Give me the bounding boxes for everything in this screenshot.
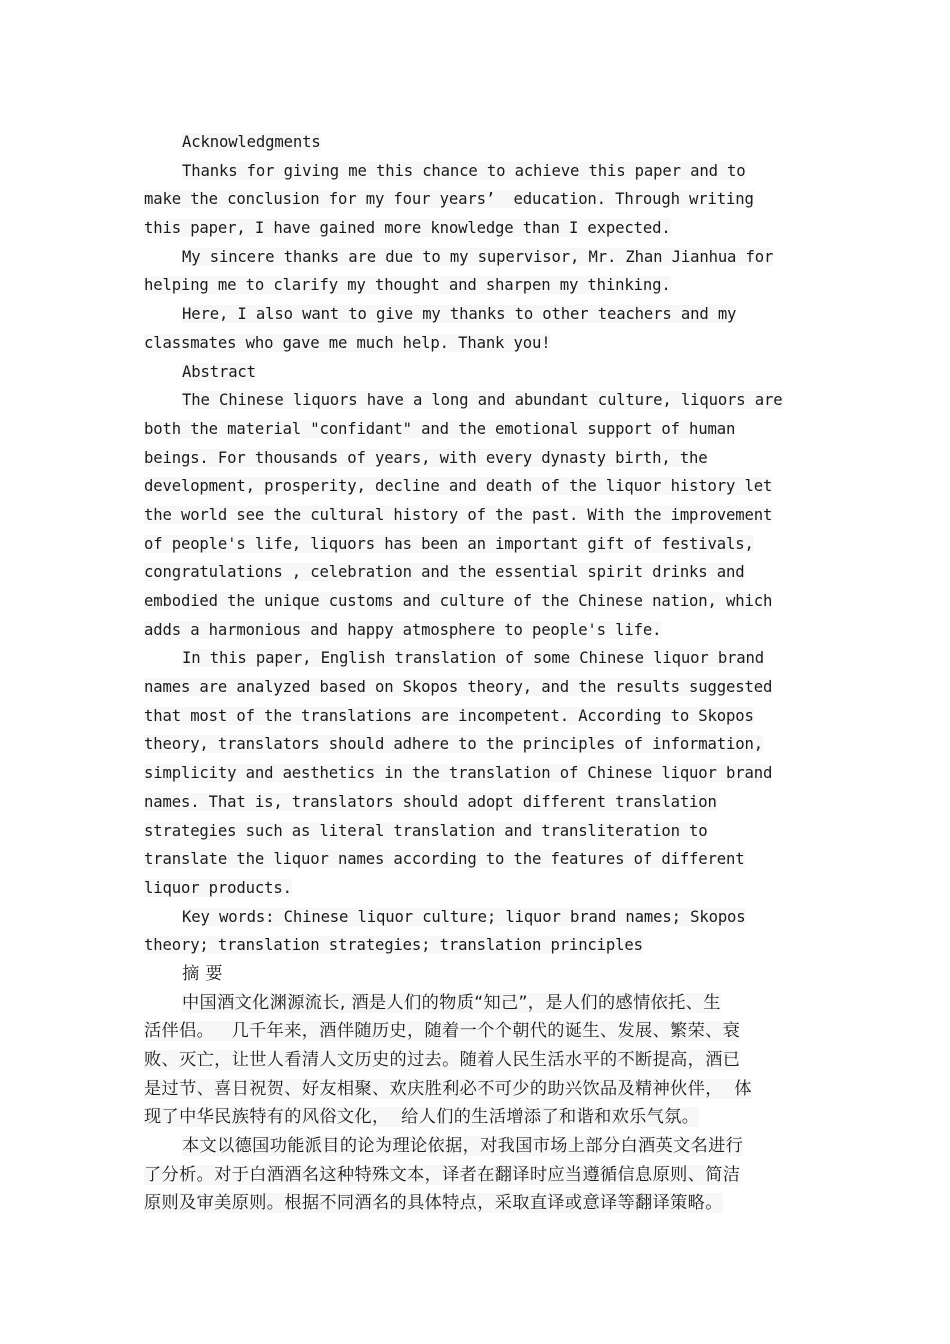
text-line: names. That is, translators should adopt different translation xyxy=(144,792,717,811)
chinese-paragraph-2 xyxy=(144,1132,806,1218)
text-line: theory; translation strategies; translation principles xyxy=(144,936,643,955)
text-line: Key words: Chinese liquor culture; liquor brand names; Skopos xyxy=(182,907,746,926)
document-body xyxy=(144,128,806,1218)
text-line: the world see the cultural history of the past. With the improvement xyxy=(144,505,773,524)
text-line: embodied the unique customs and culture of the Chinese nation, which xyxy=(144,592,773,610)
text-line: congratulations , celebration and the essential spirit drinks and xyxy=(144,563,745,582)
text-line: theory, translators should adhere to the principles of information, xyxy=(144,735,763,754)
text-line: 是过节、喜日祝贺、好友相聚、欢庆胜利必不可少的助兴饮品及精神伙伴， 体 xyxy=(144,1078,752,1099)
text-line: 了分析。对于白酒酒名这种特殊文本，译者在翻译时应当遵循信息原则、简洁 xyxy=(144,1164,741,1185)
text-line: translate the liquor names according to the features of different xyxy=(144,850,745,869)
chinese-abstract xyxy=(144,960,806,1218)
text-line: strategies such as literal translation and transliteration to xyxy=(144,821,708,840)
text-line: development, prosperity, decline and death of the liquor history let xyxy=(144,477,773,496)
text-line: make the conclusion for my four years’ education. Through writing xyxy=(144,190,754,209)
text-line: 中国酒文化渊源流长, 酒是人们的物质“知己”，是人们的感情依托、生 xyxy=(182,992,721,1013)
text-line: classmates who gave me much help. Thank you! xyxy=(144,333,551,352)
text-line: liquor products. xyxy=(144,878,292,897)
abstract-heading: Abstract xyxy=(182,362,256,381)
text-line: beings. For thousands of years, with every dynasty birth, the xyxy=(144,448,708,467)
text-line: The Chinese liquors have a long and abundant culture, liquors are xyxy=(182,391,783,410)
chinese-paragraph-1 xyxy=(144,989,806,1132)
text-line: 败、灭亡，让世人看清人文历史的过去。随着人民生活水平的不断提高，酒已 xyxy=(144,1050,741,1070)
chinese-abstract-heading: 摘 要 xyxy=(182,963,223,984)
text-line: both the material "confidant" and the emotional support of human xyxy=(144,419,736,438)
text-line: that most of the translations are incompetent. According to Skopos xyxy=(144,706,754,725)
text-line: My sincere thanks are due to my supervisor, Mr. Zhan Jianhua for xyxy=(182,247,774,266)
text-line: adds a harmonious and happy atmosphere to people's life. xyxy=(144,620,662,639)
text-line: Thanks for giving me this chance to achieve this paper and to xyxy=(182,161,746,180)
text-line: 活伴侣。 几千年来，酒伴随历史，随着一个个朝代的诞生、发展、繁荣、衰 xyxy=(144,1021,741,1042)
acknowledgments-paragraph-3 xyxy=(144,300,806,357)
abstract-paragraph-1 xyxy=(144,386,806,644)
text-line: Here, I also want to give my thanks to other teachers and my xyxy=(182,305,737,324)
text-line: simplicity and aesthetics in the translation of Chinese liquor brand xyxy=(144,764,773,783)
text-line: names are analyzed based on Skopos theory, and the results suggested xyxy=(144,678,773,697)
keywords-paragraph xyxy=(144,903,806,960)
text-line: this paper, I have gained more knowledge than I expected. xyxy=(144,219,671,238)
text-line: helping me to clarify my thought and sharpen my thinking. xyxy=(144,276,671,295)
acknowledgments-heading: Acknowledgments xyxy=(182,133,321,151)
abstract-paragraph-2 xyxy=(144,644,806,902)
acknowledgments-paragraph-2 xyxy=(144,243,806,300)
text-line: 现了中华民族特有的风俗文化， 给人们的生活增添了和谐和欢乐气氛。 xyxy=(144,1107,700,1128)
text-line: of people's life, liquors has been an important gift of festivals, xyxy=(144,534,754,553)
text-line: In this paper, English translation of some Chinese liquor brand xyxy=(182,649,765,668)
acknowledgments-paragraph-1 xyxy=(144,157,806,243)
text-line: 本文以德国功能派目的论为理论依据，对我国市场上部分白酒英文名进行 xyxy=(182,1136,744,1157)
text-line: 原则及审美原则。根据不同酒名的具体特点，采取直译或意译等翻译策略。 xyxy=(144,1193,723,1214)
